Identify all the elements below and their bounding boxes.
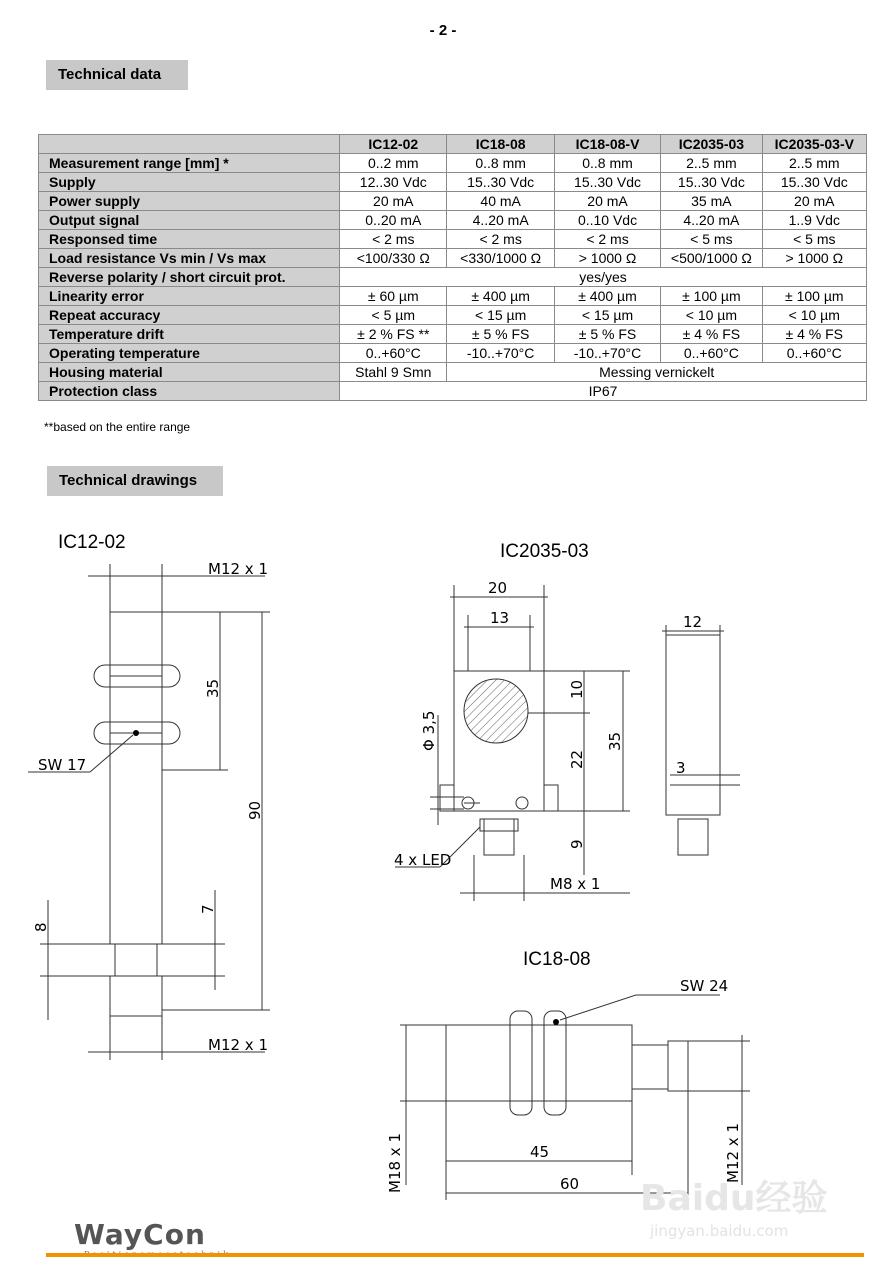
table-cell: ± 400 µm bbox=[447, 287, 554, 306]
table-cell: 0..2 mm bbox=[340, 154, 447, 173]
table-row bbox=[39, 173, 867, 192]
table-cell: ± 5 % FS bbox=[447, 325, 554, 344]
table-cell: < 15 µm bbox=[554, 306, 660, 325]
table-cell: ± 400 µm bbox=[554, 287, 660, 306]
table-cell-merged: yes/yes bbox=[340, 268, 867, 287]
dim-60: 60 bbox=[560, 1175, 580, 1193]
dim-12: 12 bbox=[683, 613, 703, 631]
watermark-logo: Baidu经验 bbox=[640, 1178, 828, 1219]
table-row bbox=[39, 306, 867, 325]
dim-7: 7 bbox=[199, 904, 217, 914]
table-cell: < 2 ms bbox=[340, 230, 447, 249]
table-cell: 20 mA bbox=[340, 192, 447, 211]
dim-thread-m8: M8 x 1 bbox=[550, 875, 601, 893]
dim-13: 13 bbox=[490, 609, 510, 627]
dim-m12: M12 x 1 bbox=[724, 1123, 742, 1183]
table-cell: 0..10 Vdc bbox=[554, 211, 660, 230]
table-cell: Stahl 9 Smn bbox=[340, 363, 447, 382]
dim-3: 3 bbox=[676, 759, 686, 777]
dim-10: 10 bbox=[568, 679, 586, 699]
column-header: IC18-08 bbox=[447, 135, 554, 154]
table-corner-cell bbox=[39, 135, 340, 154]
table-cell: <330/1000 Ω bbox=[447, 249, 554, 268]
table-cell: ± 5 % FS bbox=[554, 325, 660, 344]
table-cell: 4..20 mA bbox=[661, 211, 762, 230]
marker-dot-icon bbox=[133, 730, 139, 736]
dim-20: 20 bbox=[488, 579, 508, 597]
table-cell: 2..5 mm bbox=[661, 154, 762, 173]
dim-9: 9 bbox=[568, 839, 586, 849]
dim-phi-3-5: Φ 3,5 bbox=[420, 710, 438, 751]
dim-thread-top: M12 x 1 bbox=[208, 560, 268, 578]
table-cell: 0..20 mA bbox=[340, 211, 447, 230]
column-header: IC2035-03 bbox=[661, 135, 762, 154]
waycon-logo: WayCon bbox=[74, 1218, 206, 1251]
dim-sw17: SW 17 bbox=[38, 756, 87, 774]
row-label: Operating temperature bbox=[39, 344, 340, 363]
table-row bbox=[39, 154, 867, 173]
table-cell: 35 mA bbox=[661, 192, 762, 211]
table-cell: 15..30 Vdc bbox=[661, 173, 762, 192]
table-cell: 20 mA bbox=[554, 192, 660, 211]
dim-35: 35 bbox=[606, 731, 624, 751]
table-cell: 20 mA bbox=[762, 192, 866, 211]
dim-45: 45 bbox=[530, 1143, 550, 1161]
table-cell: <100/330 Ω bbox=[340, 249, 447, 268]
table-cell: ± 2 % FS ** bbox=[340, 325, 447, 344]
marker-dot-icon bbox=[553, 1019, 559, 1025]
technical-data-table bbox=[38, 134, 867, 401]
section-header-technical-data: Technical data bbox=[46, 60, 188, 90]
table-cell: 12..30 Vdc bbox=[340, 173, 447, 192]
table-cell: < 5 ms bbox=[661, 230, 762, 249]
row-label: Supply bbox=[39, 173, 340, 192]
dim-8: 8 bbox=[32, 922, 50, 932]
drawing-title-ic12-02: IC12-02 bbox=[58, 532, 126, 553]
table-cell: > 1000 Ω bbox=[762, 249, 866, 268]
table-row bbox=[39, 344, 867, 363]
table-cell: < 10 µm bbox=[661, 306, 762, 325]
drawing-title-ic2035-03: IC2035-03 bbox=[500, 541, 589, 562]
table-cell: 40 mA bbox=[447, 192, 554, 211]
table-cell: < 2 ms bbox=[447, 230, 554, 249]
table-cell: 15..30 Vdc bbox=[762, 173, 866, 192]
dim-m18: M18 x 1 bbox=[386, 1133, 404, 1193]
table-cell: ± 4 % FS bbox=[661, 325, 762, 344]
table-row bbox=[39, 382, 867, 401]
table-cell: ± 4 % FS bbox=[762, 325, 866, 344]
table-row bbox=[39, 363, 867, 382]
drawing-title-ic18-08: IC18-08 bbox=[523, 949, 591, 970]
table-cell: 0..8 mm bbox=[554, 154, 660, 173]
dim-90: 90 bbox=[246, 800, 264, 820]
row-label: Linearity error bbox=[39, 287, 340, 306]
table-row bbox=[39, 287, 867, 306]
row-label: Load resistance Vs min / Vs max bbox=[39, 249, 340, 268]
drawing-ic2035-03 bbox=[380, 575, 780, 915]
row-label: Repeat accuracy bbox=[39, 306, 340, 325]
table-cell: -10..+70°C bbox=[554, 344, 660, 363]
row-label: Protection class bbox=[39, 382, 340, 401]
row-label: Power supply bbox=[39, 192, 340, 211]
dim-35: 35 bbox=[204, 678, 222, 698]
table-cell: > 1000 Ω bbox=[554, 249, 660, 268]
dim-thread-bottom: M12 x 1 bbox=[208, 1036, 268, 1054]
table-row bbox=[39, 211, 867, 230]
column-header: IC12-02 bbox=[340, 135, 447, 154]
table-cell: 15..30 Vdc bbox=[447, 173, 554, 192]
dim-22: 22 bbox=[568, 749, 586, 769]
table-cell: ± 100 µm bbox=[661, 287, 762, 306]
table-cell: 0..+60°C bbox=[340, 344, 447, 363]
table-cell-merged: Messing vernickelt bbox=[447, 363, 867, 382]
dim-sw24: SW 24 bbox=[680, 977, 729, 995]
page-number: - 2 - bbox=[429, 22, 457, 39]
row-label: Housing material bbox=[39, 363, 340, 382]
table-cell: 0..+60°C bbox=[762, 344, 866, 363]
table-cell: ± 60 µm bbox=[340, 287, 447, 306]
row-label: Responsed time bbox=[39, 230, 340, 249]
table-cell: < 5 µm bbox=[340, 306, 447, 325]
table-row bbox=[39, 230, 867, 249]
footnote: **based on the entire range bbox=[44, 420, 191, 434]
table-row bbox=[39, 249, 867, 268]
table-cell: 2..5 mm bbox=[762, 154, 866, 173]
table-header-row bbox=[39, 135, 867, 154]
column-header: IC18-08-V bbox=[554, 135, 660, 154]
table-cell: < 2 ms bbox=[554, 230, 660, 249]
table-row bbox=[39, 268, 867, 287]
table-cell: <500/1000 Ω bbox=[661, 249, 762, 268]
row-label: Reverse polarity / short circuit prot. bbox=[39, 268, 340, 287]
dim-led: 4 x LED bbox=[394, 851, 452, 869]
sensor-face-icon bbox=[464, 679, 528, 743]
table-cell: ± 100 µm bbox=[762, 287, 866, 306]
table-row bbox=[39, 325, 867, 344]
table-cell: < 15 µm bbox=[447, 306, 554, 325]
table-cell: 0..+60°C bbox=[661, 344, 762, 363]
table-cell: -10..+70°C bbox=[447, 344, 554, 363]
table-cell-merged: IP67 bbox=[340, 382, 867, 401]
table-cell: < 10 µm bbox=[762, 306, 866, 325]
table-cell: 1..9 Vdc bbox=[762, 211, 866, 230]
row-label: Output signal bbox=[39, 211, 340, 230]
section-header-technical-drawings: Technical drawings bbox=[47, 466, 223, 496]
table-row bbox=[39, 192, 867, 211]
table-cell: 0..8 mm bbox=[447, 154, 554, 173]
table-cell: < 5 ms bbox=[762, 230, 866, 249]
drawing-ic12-02 bbox=[0, 550, 300, 1070]
table-cell: 15..30 Vdc bbox=[554, 173, 660, 192]
column-header: IC2035-03-V bbox=[762, 135, 866, 154]
footer-accent-line bbox=[46, 1253, 864, 1257]
watermark-url: jingyan.baidu.com bbox=[650, 1222, 789, 1240]
row-label: Measurement range [mm] * bbox=[39, 154, 340, 173]
table-cell: 4..20 mA bbox=[447, 211, 554, 230]
row-label: Temperature drift bbox=[39, 325, 340, 344]
